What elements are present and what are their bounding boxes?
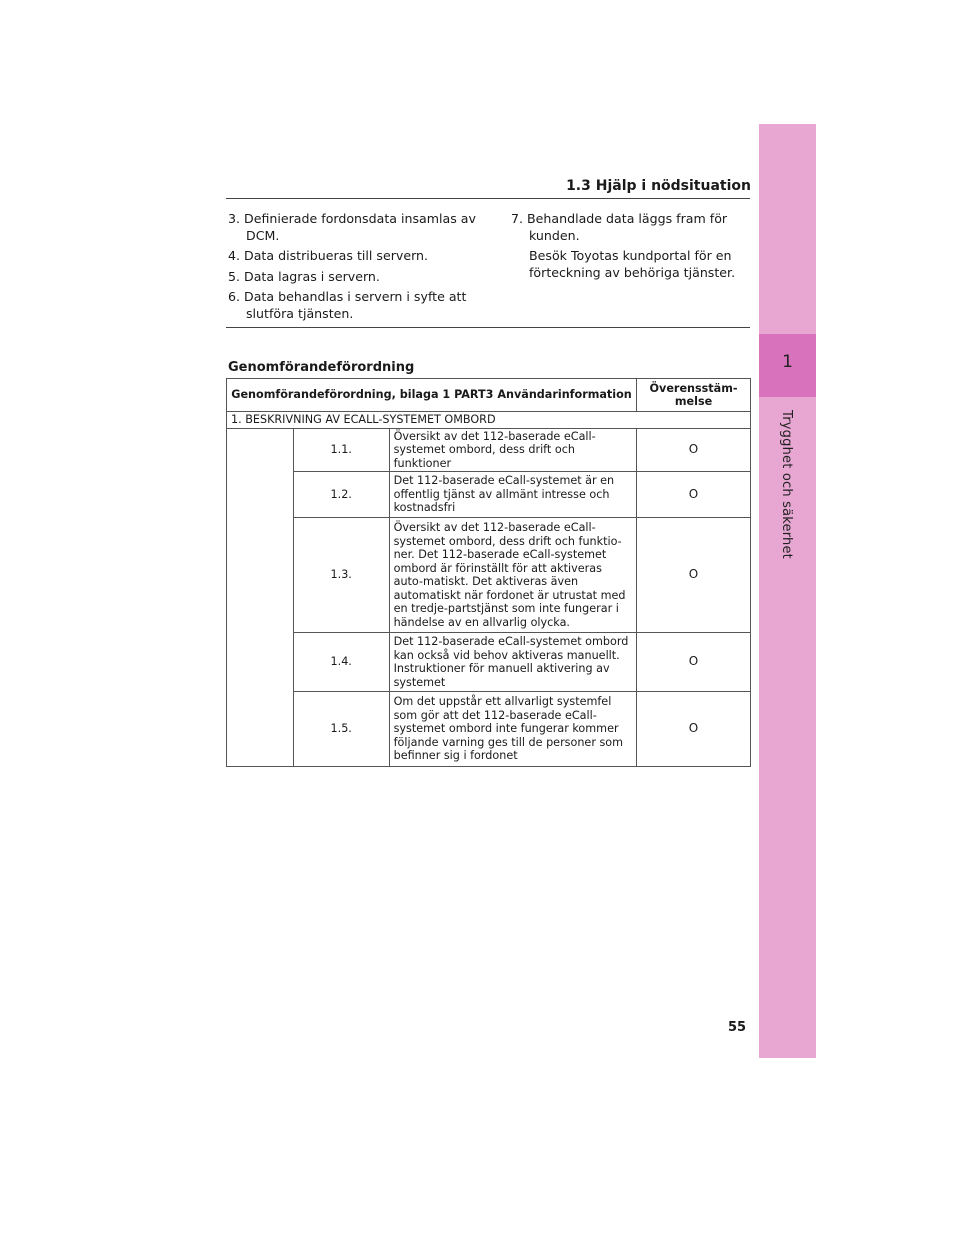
table-row — [227, 428, 751, 472]
section-header-title: 1.3 Hjälp i nödsituation — [566, 178, 751, 194]
row-number: 1.1. — [293, 428, 389, 472]
step-item: 6. Data behandlas i servern i syfte att slutföra tjänsten. — [228, 289, 467, 321]
header-divider — [226, 198, 750, 199]
table-row — [227, 692, 751, 767]
row-conformity: O — [637, 428, 751, 472]
step-item: 3. Definierade fordonsdata insamlas av DCM. — [228, 211, 476, 243]
row-conformity: O — [637, 692, 751, 767]
chapter-number: 1 — [782, 352, 793, 372]
row-text: Översikt av det 112-baserade eCall-systemet ombord, dess drift och funktioner — [389, 428, 636, 472]
content-divider — [226, 327, 750, 328]
row-number: 1.4. — [293, 633, 389, 692]
row-text: Det 112-baserade eCall-systemet ombord kan också vid behov aktiveras manuellt. Instruktioner för manuell aktivering av systemet — [389, 633, 636, 692]
table-row — [227, 633, 751, 692]
table-row — [227, 518, 751, 633]
page-number: 55 — [728, 1020, 747, 1035]
row-text: Översikt av det 112-baserade eCall-systemet ombord, dess drift och funktio-ner. Det 112-baserade eCall-systemet ombord är förinställt för att aktiveras auto-matiskt. Det aktiveras även automatiskt när fordonet är utrustat med en tredje-partstjänst som inte fungerar i händelse av en allvarlig olycka. — [389, 518, 636, 633]
steps-list-left — [228, 211, 490, 326]
row-conformity: O — [637, 472, 751, 518]
section-heading: Genomförandeförordning — [228, 360, 415, 375]
step-item: 5. Data lagras i servern. — [228, 268, 380, 284]
table-header-regulation: Genomförandeförordning, bilaga 1 PART3 Användarinformation — [227, 379, 637, 412]
table-group-row — [227, 412, 751, 429]
table-indent-cell — [227, 428, 294, 767]
step-item: 4. Data distribueras till servern. — [228, 248, 429, 263]
chapter-side-tab — [759, 124, 816, 1058]
row-number: 1.5. — [293, 692, 389, 767]
table-header-row — [227, 379, 751, 412]
chapter-title: Trygghet och säkerhet — [779, 410, 794, 559]
step-item: 7. Behandlade data läggs fram för kunden. — [511, 211, 728, 243]
row-number: 1.3. — [293, 518, 389, 633]
steps-list-right — [511, 211, 747, 281]
row-text: Det 112-baserade eCall-systemet är en offentlig tjänst av allmänt intresse och kostnadsfri — [389, 472, 636, 518]
row-number: 1.2. — [293, 472, 389, 518]
table-header-conformity: Överensstäm-melse — [637, 379, 751, 412]
row-conformity: O — [637, 633, 751, 692]
row-conformity: O — [637, 518, 751, 633]
row-text: Om det uppstår ett allvarligt systemfel som gör att det 112-baserade eCall-systemet ombord inte fungerar kommer följande varning ges till de personer som befinner sig i fordonet — [389, 692, 636, 767]
table-row — [227, 472, 751, 518]
regulation-table — [226, 378, 751, 767]
step-note: Besök Toyotas kundportal för en förteckning av behöriga tjänster. — [529, 248, 736, 280]
table-group-label: 1. BESKRIVNING AV ECALL-SYSTEMET OMBORD — [227, 412, 751, 429]
